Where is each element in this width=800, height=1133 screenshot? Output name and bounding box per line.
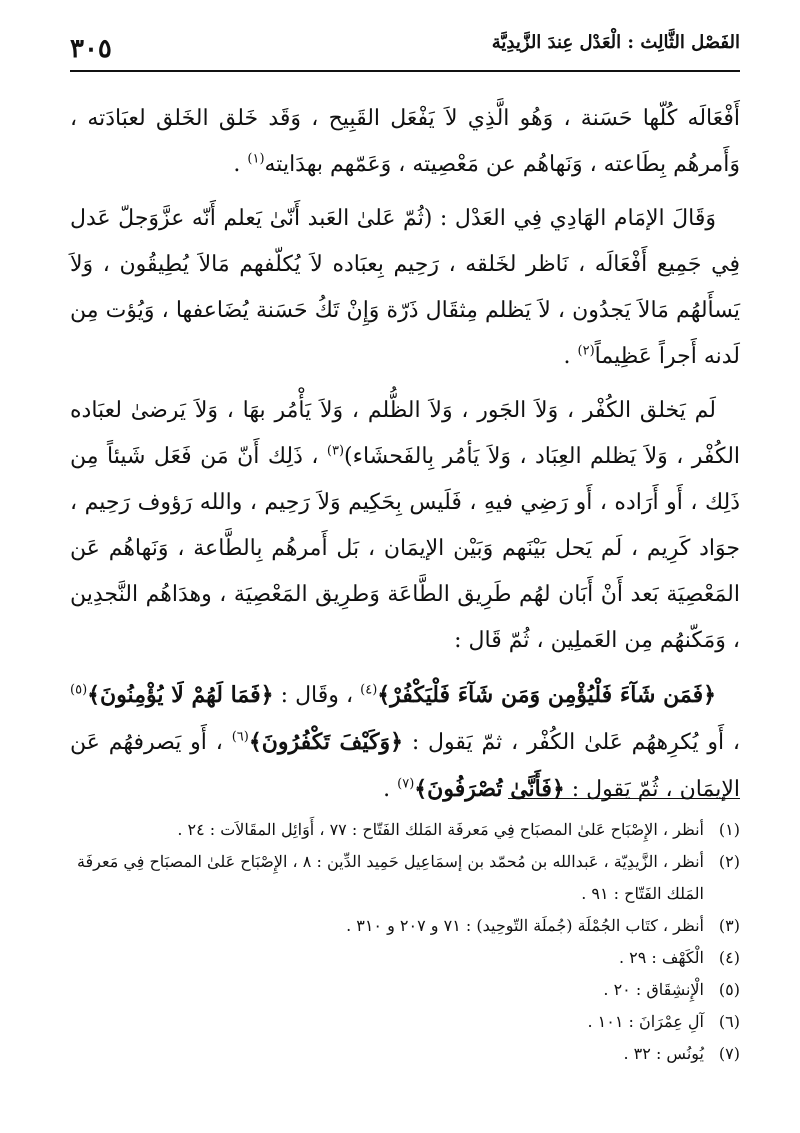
footnote-number: (٥)	[718, 980, 740, 999]
footnote-item	[70, 1038, 740, 1070]
footnote-number: (١)	[718, 820, 740, 839]
running-title: الفَصْل الثَّالِث : الْعَدْل عِندَ الزَّيدِيَّة	[491, 32, 740, 53]
paragraph-4	[70, 672, 740, 813]
paragraph-text: أَفْعَالَه كُلّها حَسَنة ، وَهُو الَّذِي لاَ يَفْعَل القَبِيح ، وَقَد خَلق الخَلق لعبَادَته ، وَأَمرهُم بِطَاعته ، وَنَهاهُم عن مَعْصِيته ، وَعَمّهم بهدَايته	[70, 106, 740, 177]
footnote-text: أنظر ، الزَّيدِيّة ، عَبدالله بن مُحمّد بن إسمَاعِيل حَمِيد الدِّين : ٨ ، الإِصْبَاح عَلىٰ المصبَاح فِي مَعرفَة المَلك الفَتّاح : ٩١ .	[76, 852, 704, 903]
paragraph-end: .	[563, 344, 571, 369]
paragraph-text: وَقَالَ الإمَام الهَادِي فِي العَدْل : (ثُمّ عَلىٰ العَبد أَنّىٰ يَعلم أَنّه عزَّوَجلّ عَدل فِي جَمِيع أَفْعَالَه ، نَاظر لخَلقه ، رَحِيم بِعبَاده لاَ يُكلّفهم مَالاَ يُطِيقُون ، وَلاَ يَسأَلهُم مَالاَ يَجدُون ، لاَ يَظلم مِثقَال ذَرّة وَإِنْ تَكُ حَسَنة يُضَاعفها ، وَيُؤت مِن لَدنه أَجراً عَظِيماً	[70, 206, 740, 369]
paragraph-end: .	[383, 777, 391, 802]
footnote-text: الْكَهْف : ٢٩ .	[618, 948, 704, 967]
paragraph-2	[70, 196, 740, 380]
footnote-item	[70, 974, 740, 1006]
footnote-item	[70, 814, 740, 846]
paragraph-text: لَم يَخلق الكُفْر ، وَلاَ الجَور ، وَلاَ الظُّلم ، وَلاَ يَأْمُر بهَا ، وَلاَ يَرضىٰ لعبَاده الكُفْر ، وَلاَ يَظلم العِبَاد ، وَلاَ يَأمُر بِالفَحشَاء)	[70, 398, 741, 469]
footnote-reference: (٥)	[70, 682, 88, 698]
footnote-item	[70, 910, 740, 942]
footnote-reference: (٢)	[577, 343, 595, 359]
page-header	[70, 28, 740, 72]
footnote-rule	[508, 798, 740, 799]
footnote-number: (٧)	[718, 1044, 740, 1063]
footnote-number: (٤)	[718, 948, 740, 967]
paragraph-end: .	[233, 152, 241, 177]
paragraph-3	[70, 388, 740, 664]
footnote-item	[70, 846, 740, 910]
paragraph-text: ، وقَال :	[280, 683, 354, 708]
footnote-item	[70, 942, 740, 974]
footnote-reference: (٧)	[397, 776, 415, 792]
paragraph-1	[70, 96, 740, 188]
header-rule	[70, 70, 740, 72]
paragraph-text-continued: ، ذَلِك أَنّ مَن فَعَل شَيئاً مِن ذَلِك ، أَو أَرَاده ، أَو رَضِي فيهِ ، فَلَيس بِحَكِيم وَلاَ رَحِيم ، والله رَؤوف رَحِيم ، جوَاد كَرِيم ، لَم يَحل بَيْنَهم وَبَيْن الإيمَان ، بَل أَمرهُم بِالطَّاعة ، وَنَهاهُم عَن المَعْصِيَة بَعد أَنْ أَبَان لهُم طَرِيق الطَّاعَة وَطرِيق المَعْصِيَة ، وهدَاهُم النَّجدِين ، وَمَكّنهُم مِن العَملِين ، ثُمّ قَال :	[70, 444, 740, 653]
footnote-item	[70, 1006, 740, 1038]
footnote-text: أنظر ، كتَاب الجُمْلَة (جُملَة التّوحِيد) : ٧١ و ٢٠٧ و ٣١٠ .	[346, 916, 704, 935]
quran-verse: ﴿فَأَنَّىٰ تُصْرَفُونَ﴾	[414, 776, 565, 802]
footnote-text: أنظر ، الإِصْبَاح عَلىٰ المصبَاح فِي مَعرفَة المَلك الفَتّاح : ٧٧ ، أَوَائِل المقَالاَت : ٢٤ .	[177, 820, 704, 839]
footnote-number: (٢)	[718, 852, 740, 871]
footnote-number: (٦)	[718, 1012, 740, 1031]
main-text	[70, 96, 740, 821]
footnote-text: الْإِنشِقَاق : ٢٠ .	[603, 980, 704, 999]
footnote-text: يُونُس : ٣٢ .	[623, 1044, 704, 1063]
footnote-text: آلِ عِمْرَانَ : ١٠١ .	[587, 1012, 704, 1031]
quran-verse: ﴿فَمَا لَهُمْ لَا يُؤْمِنُونَ﴾	[87, 682, 274, 708]
footnote-reference: (١)	[247, 151, 265, 167]
footnote-reference: (٣)	[326, 443, 345, 459]
page-number: ٣٠٥	[70, 34, 112, 64]
quran-verse: ﴿وَكَيْفَ تَكْفُرُونَ﴾	[248, 729, 403, 755]
paragraph-text: ، أَو يُكرِههُم عَلىٰ الكُفْر ، ثمّ يَقول :	[411, 730, 740, 755]
footnotes	[70, 814, 740, 1070]
paragraph-text: ، أَو يَصرفهُم عَن الإيمَان ، ثُمّ يَقول :	[70, 730, 740, 802]
footnote-number: (٣)	[718, 916, 740, 935]
quran-verse: ﴿فَمَن شَآءَ فَلْيُؤْمِن وَمَن شَآءَ فَلْيَكْفُرْ﴾	[377, 682, 717, 708]
footnote-reference: (٦)	[231, 729, 249, 745]
footnote-reference: (٤)	[360, 682, 378, 698]
